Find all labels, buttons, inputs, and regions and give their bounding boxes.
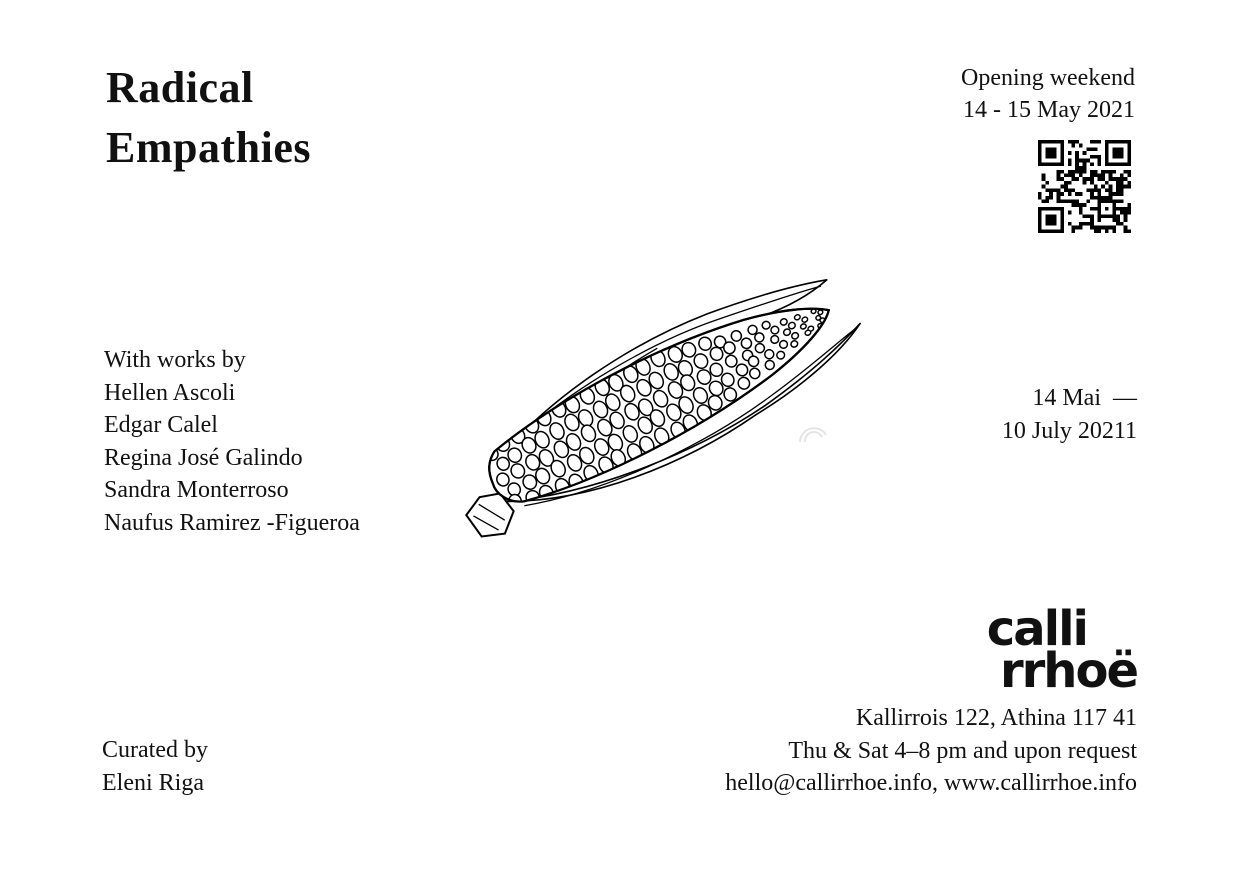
gallery-contact: hello@callirrhoe.info, www.callirrhoe.info — [725, 770, 1137, 797]
opening-label: Opening weekend — [961, 65, 1135, 91]
artist-name: Regina José Galindo — [104, 444, 303, 471]
artist-name: Sandra Monterroso — [104, 477, 289, 504]
gallery-logo-line-2: rrhoë — [999, 643, 1137, 699]
title-line-1: Radical — [106, 63, 254, 112]
artist-name: Edgar Calel — [104, 412, 218, 439]
artists-heading: With works by — [104, 347, 246, 373]
opening-weekend-block — [961, 62, 1135, 126]
watermark — [800, 428, 826, 442]
gallery-logo-line-1: calli — [986, 601, 1087, 657]
artist-name: Naufus Ramirez -Figueroa — [104, 509, 360, 536]
corn-illustration — [428, 248, 878, 548]
curator-name: Eleni Riga — [102, 769, 204, 796]
curator-heading: Curated by — [102, 737, 208, 763]
opening-dates: 14 - 15 May 2021 — [963, 97, 1135, 123]
gallery-info-block — [725, 702, 1137, 800]
artist-name: Hellen Ascoli — [104, 379, 236, 406]
duration-start: 14 Mai — — [1032, 385, 1137, 411]
gallery-address: Kallirrois 122, Athina 117 41 — [855, 705, 1137, 731]
gallery-logo — [986, 601, 1137, 699]
exhibition-duration — [1002, 382, 1137, 447]
duration-end: 10 July 20211 — [1001, 417, 1137, 444]
gallery-hours: Thu & Sat 4–8 pm and upon request — [788, 737, 1137, 764]
exhibition-title — [106, 58, 311, 178]
artists-list — [104, 344, 360, 540]
qr-code-icon — [1038, 140, 1131, 233]
curator-block — [102, 734, 208, 799]
title-line-2: Empathies — [106, 123, 311, 172]
